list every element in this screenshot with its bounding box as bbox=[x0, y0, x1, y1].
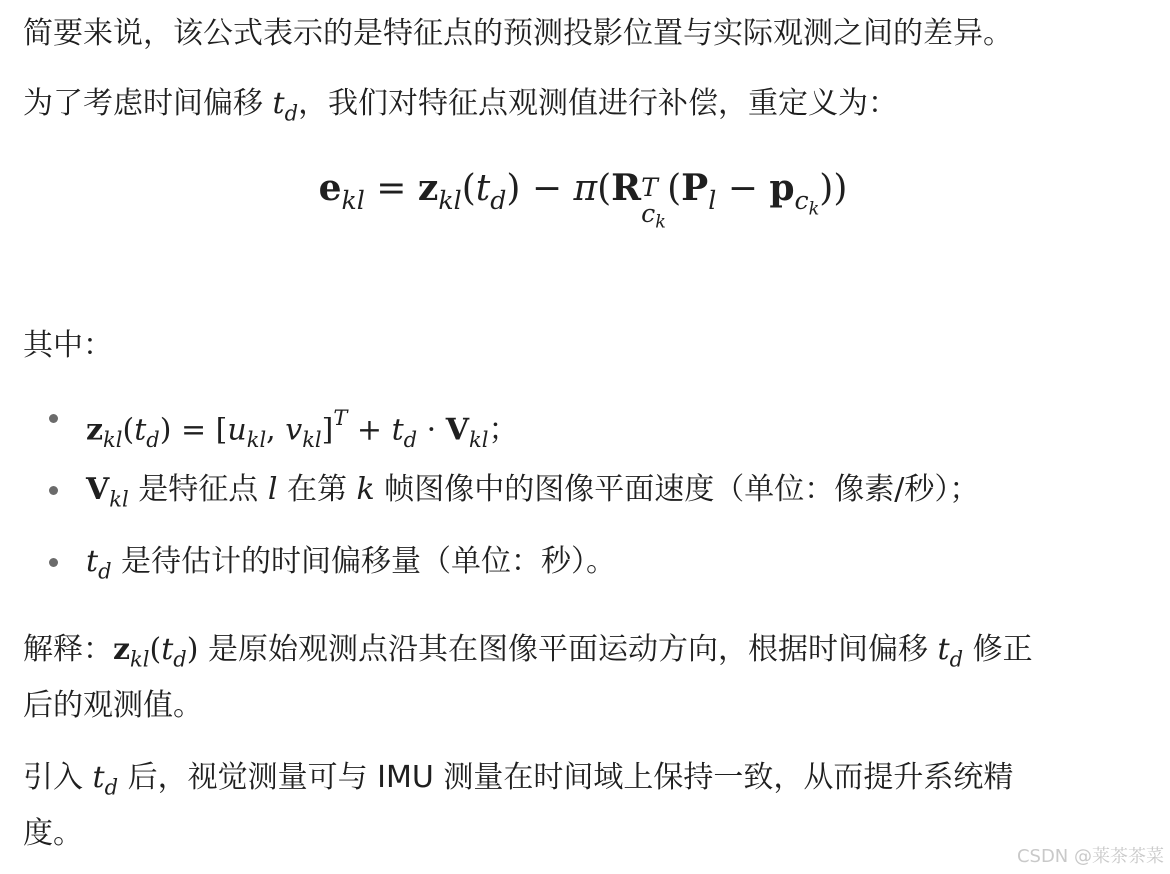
where-label: 其中： bbox=[23, 328, 113, 363]
summary-text: 简要来说，该公式表示的是特征点的预测投影位置与实际观测之间的差异。 bbox=[23, 16, 1013, 51]
explanation-paragraph-line2: 后的观测值。 bbox=[23, 688, 203, 723]
time-offset-intro-paragraph bbox=[23, 84, 898, 133]
conclusion-paragraph-line2: 度。 bbox=[23, 816, 83, 851]
explanation-paragraph-line1: 解释：$z_{kl}(t_d)$ 是原始观测点沿其在图像平面运动方向，根据时间偏移 $t_d$ 修正 bbox=[23, 632, 1033, 672]
conclusion-paragraph-line1: 引入 $t_d$ 后，视觉测量可与 IMU 测量在时间域上保持一致，从而提升系统精 bbox=[23, 760, 1014, 800]
time-offset-description: $t_d$ 是待估计的时间偏移量（单位：秒）。 bbox=[86, 544, 617, 584]
intro-text-post: ，我们对特征点观测值进行补偿，重定义为： bbox=[298, 86, 899, 121]
bullet-dot bbox=[49, 414, 58, 423]
residual-equation: $e_{kl} = z_{kl}(t_d) - \pi(R$ T $c_k$ $(P_l - p_{c_k})$) bbox=[318, 167, 848, 233]
bullet-dot bbox=[49, 558, 58, 567]
td-symbol: $t_d$ bbox=[272, 86, 299, 126]
summary-paragraph bbox=[23, 14, 1013, 54]
csdn-watermark: CSDN @莱茶茶菜 bbox=[1016, 846, 1164, 867]
velocity-description: $V_{kl}$ 是特征点 l 在第 k 帧图像中的图像平面速度（单位：像素/秒）； bbox=[86, 472, 980, 512]
intro-text-pre: 为了考虑时间偏移 bbox=[23, 86, 273, 121]
observation-formula: $z_{kl}(t_d) = [u_{kl}$, $v_{kl}]^T + t_d \cdot V_{kl}$； bbox=[86, 406, 519, 453]
bullet-dot bbox=[49, 486, 58, 495]
